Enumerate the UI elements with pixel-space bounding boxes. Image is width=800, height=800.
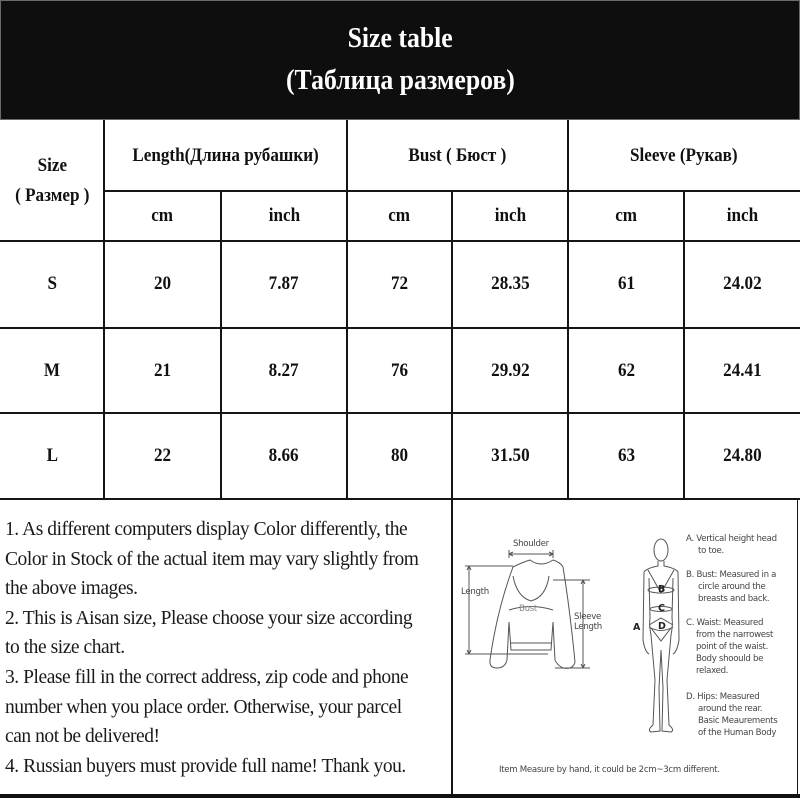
length-inch-value: 8.27 <box>269 359 299 381</box>
bust-label: Bust <box>519 604 537 614</box>
bust-inch-value: 31.50 <box>490 445 530 466</box>
sleeve-cm-value: 63 <box>617 445 635 466</box>
legend-c-line2: from the narrowest <box>696 630 774 640</box>
body-figure-icon <box>643 539 679 732</box>
size-header-line2: ( Размер ) <box>14 184 90 206</box>
legend-b-line3: breasts and back. <box>698 594 770 604</box>
length-inch-value: 7.87 <box>269 273 299 294</box>
length-label: Length <box>461 587 489 597</box>
bust-inch-value: 28.35 <box>490 273 530 294</box>
size-table-header <box>0 0 800 120</box>
title-line-1: Size table <box>347 23 453 54</box>
legend-d-line2: around the rear. <box>698 704 763 714</box>
legend-c-line4: Body shoould be <box>696 654 764 664</box>
note-line: the above images. <box>5 578 138 600</box>
size-table <box>0 120 800 500</box>
legend-d-line3: Basic Meaurements <box>698 716 778 726</box>
sleeve-label-line2: Length <box>574 622 602 632</box>
sleeve-label-line1: Sleeve <box>574 612 601 622</box>
unit-header-bust-inch: inch <box>494 205 526 226</box>
note-line: 3. Please fill in the correct address, zip code and phone <box>5 666 409 688</box>
bust-cm-value: 76 <box>390 359 409 381</box>
note-line: Color in Stock of the actual item may vary slightly from <box>5 548 419 570</box>
legend-a-line1: A. Vertical height head <box>686 534 777 544</box>
sleeve-cm-value: 62 <box>617 359 635 381</box>
length-inch-value: 8.66 <box>269 445 299 466</box>
marker-b: B <box>658 584 665 595</box>
shoulder-label: Shoulder <box>513 539 549 549</box>
size-column-header <box>0 120 104 241</box>
legend-d-line1: D. Hips: Measured <box>686 692 760 702</box>
measurement-disclaimer: Item Measure by hand, it could be 2cm~3cm different. <box>499 765 720 775</box>
bust-cm-value: 80 <box>390 445 409 466</box>
bust-inch-value: 29.92 <box>490 359 530 381</box>
sleeve-cm-value: 61 <box>617 273 635 294</box>
unit-header-length-cm: cm <box>151 205 174 226</box>
sleeve-group-header: Sleeve (Рукав) <box>630 144 738 166</box>
unit-header-sleeve-cm: cm <box>615 205 637 226</box>
sleeve-inch-value: 24.80 <box>722 445 762 466</box>
title-line-2: (Таблица размеров) <box>285 65 515 96</box>
note-line: number when you place order. Otherwise, your parcel <box>5 696 402 718</box>
length-cm-value: 22 <box>153 445 172 466</box>
marker-d: D <box>658 621 666 632</box>
legend-d-line4: of the Human Body <box>698 728 777 738</box>
bottom-border <box>0 794 800 798</box>
legend-c-line5: relaxed. <box>696 666 729 676</box>
marker-c: C <box>658 603 665 614</box>
bust-cm-value: 72 <box>390 273 409 294</box>
unit-header-bust-cm: cm <box>388 205 411 226</box>
size-header-line1: Size <box>37 154 67 176</box>
marker-a: A <box>633 622 641 633</box>
sleeve-inch-value: 24.02 <box>722 273 762 294</box>
legend-c-line3: point of the waist. <box>696 642 769 652</box>
note-line: 1. As different computers display Color differently, the <box>5 519 408 540</box>
row-size: S <box>47 273 57 294</box>
note-line: to the size chart. <box>5 637 125 659</box>
note-line: 4. Russian buyers must provide full name! Thank you. <box>5 755 406 777</box>
legend-b-line1: B. Bust: Measured in a <box>686 570 777 580</box>
row-size: M <box>43 359 61 381</box>
length-cm-value: 21 <box>153 359 172 381</box>
length-cm-value: 20 <box>153 273 172 294</box>
unit-header-length-inch: inch <box>268 205 300 226</box>
legend-c-line1: C. Waist: Measured <box>686 618 764 628</box>
bust-group-header: Bust ( Бюст ) <box>408 144 507 166</box>
notes-panel <box>0 499 452 795</box>
note-line: 2. This is Aisan size, Please choose your size according <box>5 607 413 629</box>
legend-b-line2: circle around the <box>698 582 766 592</box>
measurement-diagram <box>453 500 797 795</box>
unit-header-sleeve-inch: inch <box>726 205 758 226</box>
note-line: can not be delivered! <box>5 726 160 748</box>
sleeve-inch-value: 24.41 <box>722 359 762 381</box>
length-group-header: Length(Длина рубашки) <box>132 144 319 166</box>
legend-a-line2: to toe. <box>698 546 724 556</box>
row-size: L <box>46 445 58 466</box>
